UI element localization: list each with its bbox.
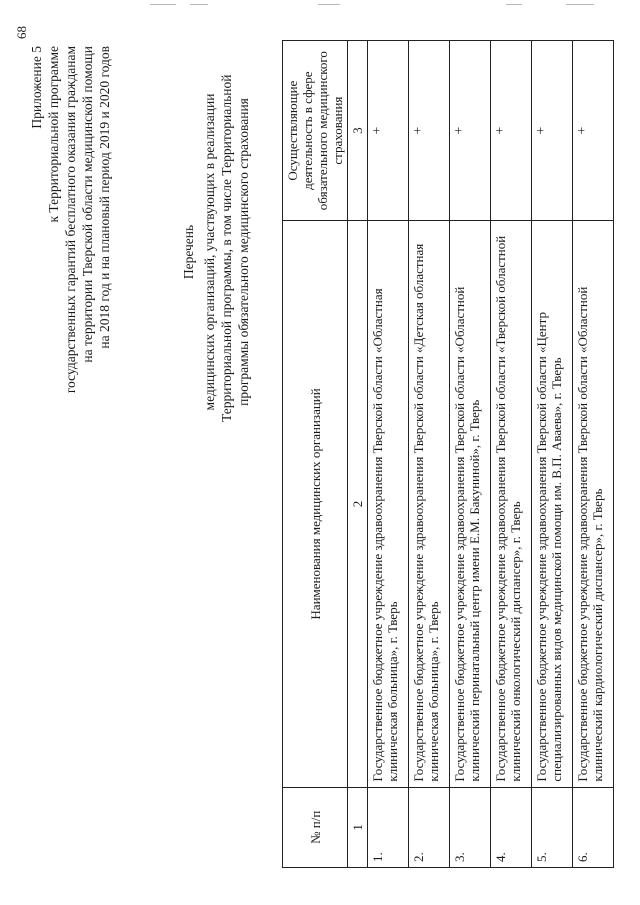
title-line: медицинских организаций, участвующих в реализации (202, 93, 217, 411)
column-index-row (348, 41, 368, 868)
scan-mark (190, 4, 208, 5)
title-main: Перечень (181, 224, 196, 280)
organizations-table (282, 40, 614, 868)
row-number: 3. (450, 787, 491, 867)
organization-name: Государственное бюджетное учреждение здравоохранения Тверской области «Областная клиническая больница», г. Тверь (368, 221, 409, 787)
title-line: программы обязательного медицинского страхования (236, 98, 251, 406)
oms-flag: + (491, 41, 532, 221)
oms-flag: + (532, 41, 573, 221)
table-row (532, 41, 573, 868)
header-num: № п/п (283, 787, 348, 867)
organization-name: Государственное бюджетное учреждение здравоохранения Тверской области «Областной клинический кардиологический диспансер», г. Тверь (573, 221, 614, 787)
organization-name: Государственное бюджетное учреждение здравоохранения Тверской области «Детская областная клиническая больница», г. Тверь (409, 221, 450, 787)
appendix-line: Приложение 5 (29, 46, 44, 129)
column-index: 3 (348, 41, 368, 221)
scan-mark (318, 4, 340, 5)
table-header-row (283, 41, 348, 868)
appendix-line: к Территориальной программе (46, 46, 61, 223)
appendix-line: на 2018 год и на плановый период 2019 и 2020 годов (97, 46, 112, 349)
oms-flag: + (450, 41, 491, 221)
row-number: 4. (491, 787, 532, 867)
page-number: 68 (14, 26, 29, 39)
organization-name: Государственное бюджетное учреждение здравоохранения Тверской области «Областной клинический перинатальный центр имени Е.М. Бакуниной», г. Тверь (450, 221, 491, 787)
scan-mark (506, 4, 522, 5)
table-row (491, 41, 532, 868)
row-number: 5. (532, 787, 573, 867)
table-row (573, 41, 614, 868)
title-line: Территориальной программы, в том числе Территориальной (219, 74, 234, 422)
header-name: Наименования медицинских организаций (283, 221, 348, 787)
column-index: 1 (348, 787, 368, 867)
organization-name: Государственное бюджетное учреждение здравоохранения Тверской области «Тверской областной клинический онкологический диспансер», г. Тверь (491, 221, 532, 787)
document-page (10, 12, 630, 892)
oms-flag: + (573, 41, 614, 221)
appendix-line: государственных гарантий бесплатного оказания гражданам (63, 46, 78, 394)
appendix-heading (28, 46, 113, 606)
row-number: 2. (409, 787, 450, 867)
table-row (409, 41, 450, 868)
scan-mark (566, 4, 594, 5)
appendix-line: на территории Тверской области медицинской помощи (80, 46, 95, 363)
header-oms: Осуществляющие деятельность в сфере обязательного медицинского страхования (283, 41, 348, 221)
document-title (180, 74, 252, 422)
row-number: 1. (368, 787, 409, 867)
oms-flag: + (409, 41, 450, 221)
oms-flag: + (368, 41, 409, 221)
column-index: 2 (348, 221, 368, 787)
row-number: 6. (573, 787, 614, 867)
organization-name: Государственное бюджетное учреждение здравоохранения Тверской области «Центр специализированных видов медицинской помощи им. В.П. Аваева», г. Тверь (532, 221, 573, 787)
table-row (450, 41, 491, 868)
table-row (368, 41, 409, 868)
scan-mark (150, 4, 176, 5)
